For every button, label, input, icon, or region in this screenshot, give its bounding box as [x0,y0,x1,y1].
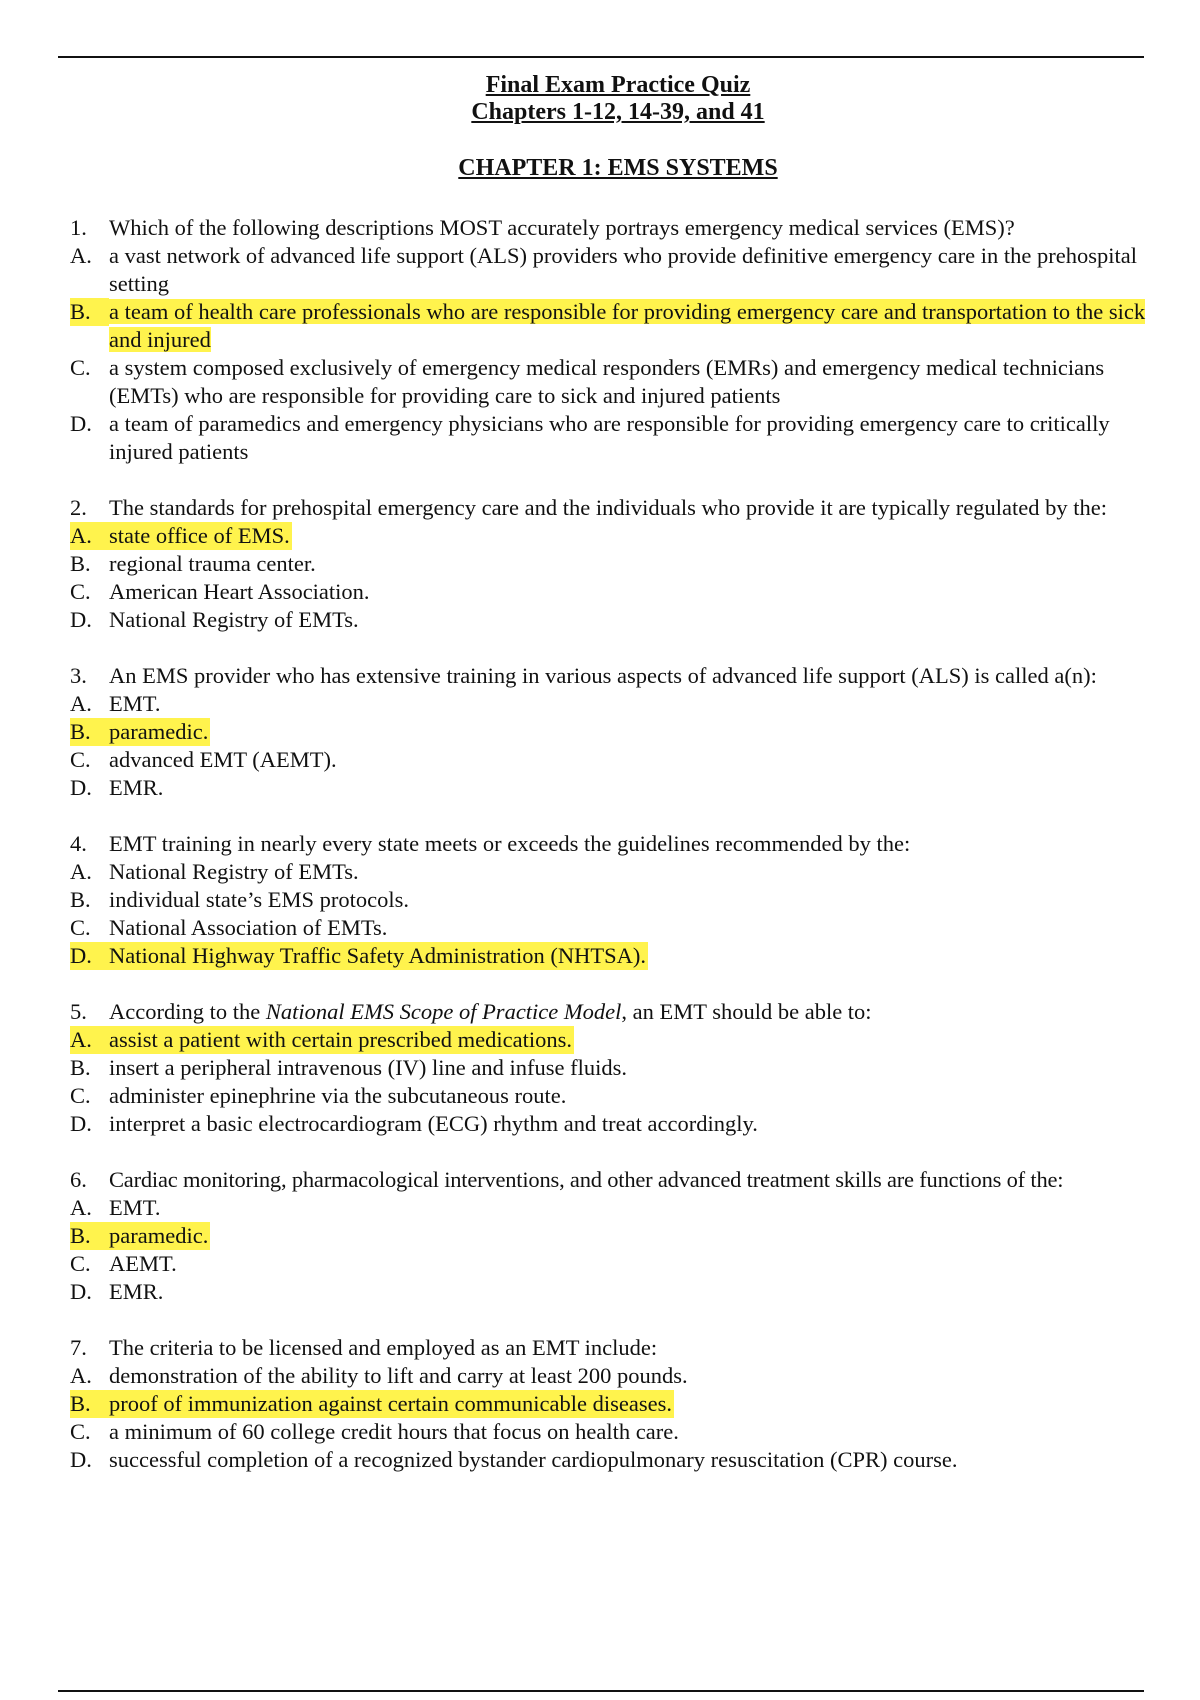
bottom-rule [58,1690,1144,1692]
question-stem [70,1166,1170,1194]
option-letter: D. [70,775,92,800]
option-d [70,774,1170,802]
option-letter: C. [70,1083,91,1108]
option-text: regional trauma center. [109,551,316,576]
question-text: Cardiac monitoring, pharmacological interventions, and other advanced treatment skills are functions of the: [109,1167,1064,1192]
option-text: a team of health care professionals who are responsible for providing emergency care and transportation to the sick and injured [109,299,1146,352]
question-number: 6. [70,1167,87,1192]
question-number: 7. [70,1335,87,1360]
option-letter: D. [70,942,109,970]
option-letter: B. [70,718,109,746]
option-d-correct [70,942,648,970]
option-letter: A. [70,243,92,268]
option-text: AEMT. [109,1251,177,1276]
option-text: National Highway Traffic Safety Administration (NHTSA). [109,943,647,968]
option-text: a vast network of advanced life support (ALS) providers who provide definitive emergency care in the prehospital setting [109,243,1138,296]
option-text: EMT. [109,691,161,716]
option-letter: C. [70,579,91,604]
option-c [70,578,1170,606]
question-text: EMT training in nearly every state meets or exceeds the guidelines recommended by the: [109,831,911,856]
question-stem [70,214,1170,242]
option-c [70,354,1170,410]
question-number: 2. [70,495,87,520]
option-text: interpret a basic electrocardiogram (ECG) rhythm and treat accordingly. [109,1111,758,1136]
option-letter: A. [70,1026,109,1054]
option-letter: D. [70,411,92,436]
option-letter: B. [70,1390,109,1418]
option-b-correct [70,1222,210,1250]
question-text: The standards for prehospital emergency care and the individuals who provide it are typically regulated by the: [109,495,1107,520]
question-stem [70,1334,1170,1362]
option-b-correct [70,1390,674,1418]
option-letter: D. [70,607,92,632]
question-number: 4. [70,831,87,856]
option-b [70,550,1170,578]
question-text [109,998,1170,1026]
option-a-correct [70,1026,574,1054]
question-number: 5. [70,999,87,1024]
question-text-after: , an EMT should be able to: [621,999,872,1024]
question-6 [70,1166,1170,1306]
option-d [70,1278,1170,1306]
question-text-before: According to the [109,999,266,1024]
question-stem [70,998,1170,1026]
option-letter: B. [70,887,91,912]
option-text: EMR. [109,1279,164,1304]
option-b [70,886,1170,914]
question-number: 1. [70,215,87,240]
option-d [70,410,1170,466]
option-text: National Association of EMTs. [109,915,388,940]
option-text: assist a patient with certain prescribed medications. [109,1027,572,1052]
question-text: Which of the following descriptions MOST accurately portrays emergency medical services (EMS)? [109,215,1015,240]
option-a [70,690,1170,718]
option-a [70,858,1170,886]
option-c [70,746,1170,774]
option-letter: A. [70,1195,92,1220]
option-text: a system composed exclusively of emergency medical responders (EMRs) and emergency medical technicians (EMTs) who are responsible for providing care to sick and injured patients [109,355,1105,408]
option-letter: D. [70,1279,92,1304]
option-letter: B. [70,298,109,326]
option-letter: C. [70,747,91,772]
option-text: National Registry of EMTs. [109,607,359,632]
option-text: proof of immunization against certain communicable diseases. [109,1391,672,1416]
top-rule [58,56,1144,58]
question-2 [70,494,1170,634]
option-letter: C. [70,1419,91,1444]
option-a [70,1194,1170,1222]
option-letter: B. [70,1055,91,1080]
option-text: EMR. [109,775,164,800]
option-text: a team of paramedics and emergency physicians who are responsible for providing emergency care to critically injured patients [109,411,1110,464]
option-b [70,1054,1170,1082]
option-c [70,1082,1170,1110]
document-subtitle: Chapters 1-12, 14-39, and 41 [471,99,765,125]
option-text-wrapper [109,298,1170,354]
option-text: successful completion of a recognized bystander cardiopulmonary resuscitation (CPR) course. [109,1447,958,1472]
option-d [70,1110,1170,1138]
option-letter: C. [70,1251,91,1276]
question-text-italic: National EMS Scope of Practice Model [265,999,622,1024]
option-letter: A. [70,691,92,716]
question-1 [70,214,1170,466]
option-letter: A. [70,1363,92,1388]
question-text: An EMS provider who has extensive training in various aspects of advanced life support (ALS) is called a(n): [109,663,1097,688]
option-d [70,606,1170,634]
option-letter: D. [70,1111,92,1136]
option-c [70,914,1170,942]
quiz-questions [70,214,1170,1502]
option-letter: C. [70,915,91,940]
option-text: individual state’s EMS protocols. [109,887,409,912]
option-text: American Heart Association. [109,579,370,604]
option-b-correct [70,718,210,746]
question-5 [70,998,1170,1138]
document-header [0,72,1200,182]
chapter-heading: CHAPTER 1: EMS SYSTEMS [458,155,778,181]
option-a-correct [70,522,292,550]
document-title: Final Exam Practice Quiz [485,72,751,98]
question-stem [70,662,1170,690]
option-text: insert a peripheral intravenous (IV) line and infuse fluids. [109,1055,627,1080]
question-7 [70,1334,1170,1474]
option-letter: A. [70,522,109,550]
option-text: EMT. [109,1195,161,1220]
option-text: a minimum of 60 college credit hours that focus on health care. [109,1419,679,1444]
question-text: The criteria to be licensed and employed as an EMT include: [109,1335,658,1360]
option-letter: C. [70,355,91,380]
question-stem [70,494,1170,522]
option-d [70,1446,1170,1474]
option-text: demonstration of the ability to lift and carry at least 200 pounds. [109,1363,688,1388]
option-c [70,1250,1170,1278]
option-text: paramedic. [109,1223,209,1248]
option-c [70,1418,1170,1446]
option-text: National Registry of EMTs. [109,859,359,884]
option-text: administer epinephrine via the subcutaneous route. [109,1083,567,1108]
option-text: advanced EMT (AEMT). [109,747,337,772]
option-letter: B. [70,551,91,576]
question-4 [70,830,1170,970]
question-number: 3. [70,663,87,688]
option-letter: B. [70,1222,109,1250]
option-a [70,1362,1170,1390]
option-b-correct [70,298,1170,354]
option-text: paramedic. [109,719,209,744]
question-stem [70,830,1170,858]
question-3 [70,662,1170,802]
option-text: state office of EMS. [109,523,290,548]
option-letter: A. [70,859,92,884]
option-letter: D. [70,1447,92,1472]
option-a [70,242,1170,298]
